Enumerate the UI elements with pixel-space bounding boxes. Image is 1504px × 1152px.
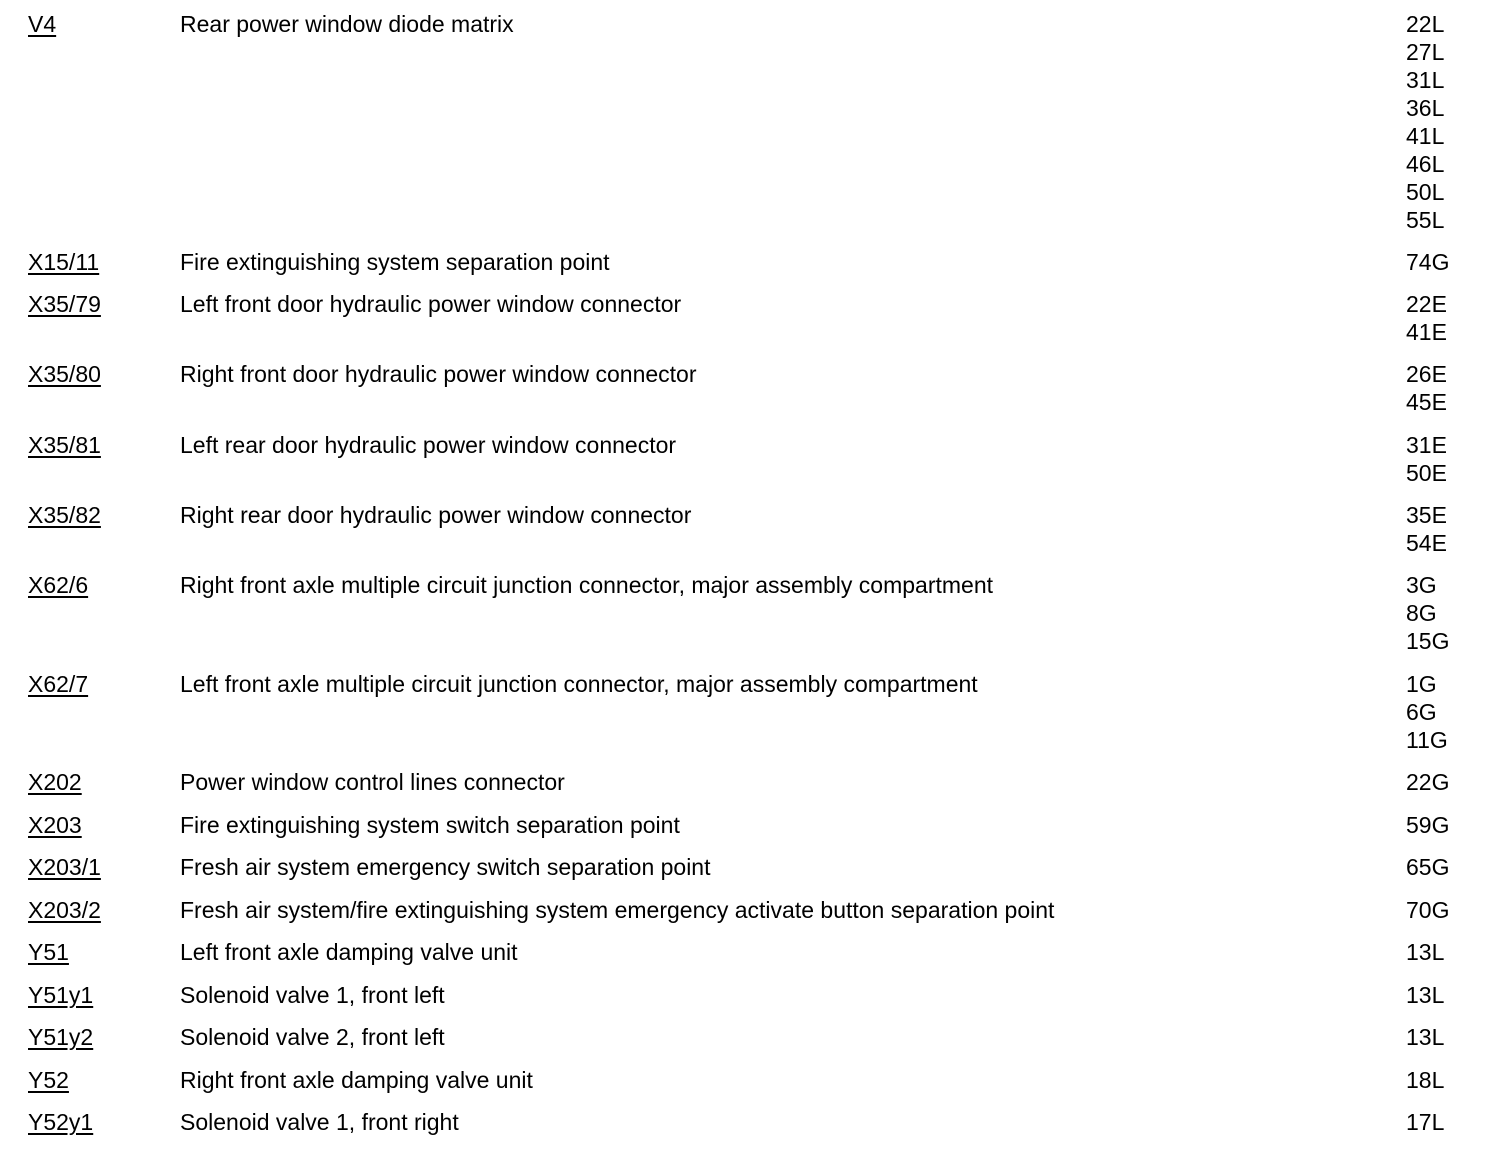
grid-reference: 22L <box>1406 11 1445 37</box>
grid-reference: 65G <box>1406 854 1450 880</box>
grid-reference-list <box>1406 431 1447 487</box>
grid-reference-list <box>1406 360 1447 416</box>
component-description: Power window control lines connector <box>180 769 565 795</box>
component-code-link[interactable]: X203/1 <box>28 854 101 880</box>
component-description: Left front axle multiple circuit junction connector, major assembly compartment <box>180 671 978 697</box>
grid-reference: 45E <box>1406 389 1447 415</box>
component-description: Fire extinguishing system switch separation point <box>180 812 680 838</box>
component-code-link[interactable]: X35/79 <box>28 291 101 317</box>
grid-reference: 54E <box>1406 530 1447 556</box>
component-code-link[interactable]: X62/7 <box>28 671 89 697</box>
grid-reference-list <box>1406 290 1447 346</box>
component-description: Right front axle multiple circuit junction connector, major assembly compartment <box>180 572 994 598</box>
grid-reference: 22G <box>1406 769 1450 795</box>
component-code-link[interactable]: X203/2 <box>28 897 101 923</box>
component-code-link[interactable]: Y52 <box>28 1067 69 1093</box>
grid-reference-list <box>1406 1023 1444 1051</box>
grid-reference-list <box>1406 938 1444 966</box>
grid-reference: 11G <box>1406 727 1448 753</box>
grid-reference-list <box>1406 501 1447 557</box>
component-code-link[interactable]: X15/11 <box>28 249 100 275</box>
grid-reference: 31L <box>1406 67 1445 93</box>
grid-reference: 41E <box>1406 319 1447 345</box>
grid-reference: 3G <box>1406 572 1437 598</box>
component-description: Fire extinguishing system separation point <box>180 249 610 275</box>
component-code-link[interactable]: X35/81 <box>28 432 101 458</box>
grid-reference: 70G <box>1406 897 1450 923</box>
component-description: Right rear door hydraulic power window connector <box>180 502 692 528</box>
grid-reference-list <box>1406 811 1449 839</box>
component-description: Solenoid valve 1, front right <box>180 1109 459 1135</box>
grid-reference: 26E <box>1406 361 1447 387</box>
grid-reference-list <box>1406 670 1448 754</box>
component-code-link[interactable]: X203 <box>28 812 82 838</box>
grid-reference: 1G <box>1406 671 1437 697</box>
grid-reference: 50E <box>1406 460 1447 486</box>
grid-reference-list <box>1406 1108 1444 1136</box>
grid-reference: 6G <box>1406 699 1437 725</box>
grid-reference: 55L <box>1406 207 1445 233</box>
grid-reference: 13L <box>1406 982 1445 1008</box>
grid-reference: 8G <box>1406 600 1437 626</box>
grid-reference-list <box>1406 853 1449 881</box>
grid-reference-list <box>1406 571 1449 655</box>
grid-reference: 13L <box>1406 1024 1445 1050</box>
component-description: Rear power window diode matrix <box>180 11 514 37</box>
grid-reference: 35E <box>1406 502 1447 528</box>
grid-reference: 36L <box>1406 95 1445 121</box>
component-code-link[interactable]: V4 <box>28 11 57 37</box>
grid-reference: 50L <box>1406 179 1445 205</box>
grid-reference: 17L <box>1406 1109 1445 1135</box>
component-description: Left front axle damping valve unit <box>180 939 518 965</box>
grid-reference: 27L <box>1406 39 1445 65</box>
component-description: Left rear door hydraulic power window connector <box>180 432 677 458</box>
component-code-link[interactable]: X35/80 <box>28 361 101 387</box>
component-description: Left front door hydraulic power window connector <box>180 291 682 317</box>
component-code-link[interactable]: Y51 <box>28 939 69 965</box>
grid-reference: 22E <box>1406 291 1447 317</box>
component-code-link[interactable]: X35/82 <box>28 502 101 528</box>
component-description: Right front door hydraulic power window connector <box>180 361 697 387</box>
grid-reference: 59G <box>1406 812 1450 838</box>
grid-reference-list <box>1406 896 1449 924</box>
grid-reference: 13L <box>1406 939 1445 965</box>
component-description: Fresh air system/fire extinguishing system emergency activate button separation point <box>180 897 1055 923</box>
component-description: Right front axle damping valve unit <box>180 1067 533 1093</box>
grid-reference: 15G <box>1406 628 1450 654</box>
grid-reference: 31E <box>1406 432 1447 458</box>
grid-reference-list <box>1406 768 1449 796</box>
grid-reference: 46L <box>1406 151 1445 177</box>
component-code-link[interactable]: X202 <box>28 769 82 795</box>
component-description: Solenoid valve 2, front left <box>180 1024 445 1050</box>
component-description: Solenoid valve 1, front left <box>180 982 445 1008</box>
grid-reference-list <box>1406 248 1449 276</box>
component-code-link[interactable]: X62/6 <box>28 572 89 598</box>
component-code-link[interactable]: Y51y1 <box>28 982 94 1008</box>
grid-reference: 41L <box>1406 123 1445 149</box>
grid-reference-list <box>1406 10 1444 234</box>
grid-reference: 74G <box>1406 249 1450 275</box>
component-description: Fresh air system emergency switch separation point <box>180 854 711 880</box>
component-code-link[interactable]: Y51y2 <box>28 1024 94 1050</box>
grid-reference-list <box>1406 981 1444 1009</box>
component-code-link[interactable]: Y52y1 <box>28 1109 94 1135</box>
grid-reference-list <box>1406 1066 1444 1094</box>
grid-reference: 18L <box>1406 1067 1445 1093</box>
